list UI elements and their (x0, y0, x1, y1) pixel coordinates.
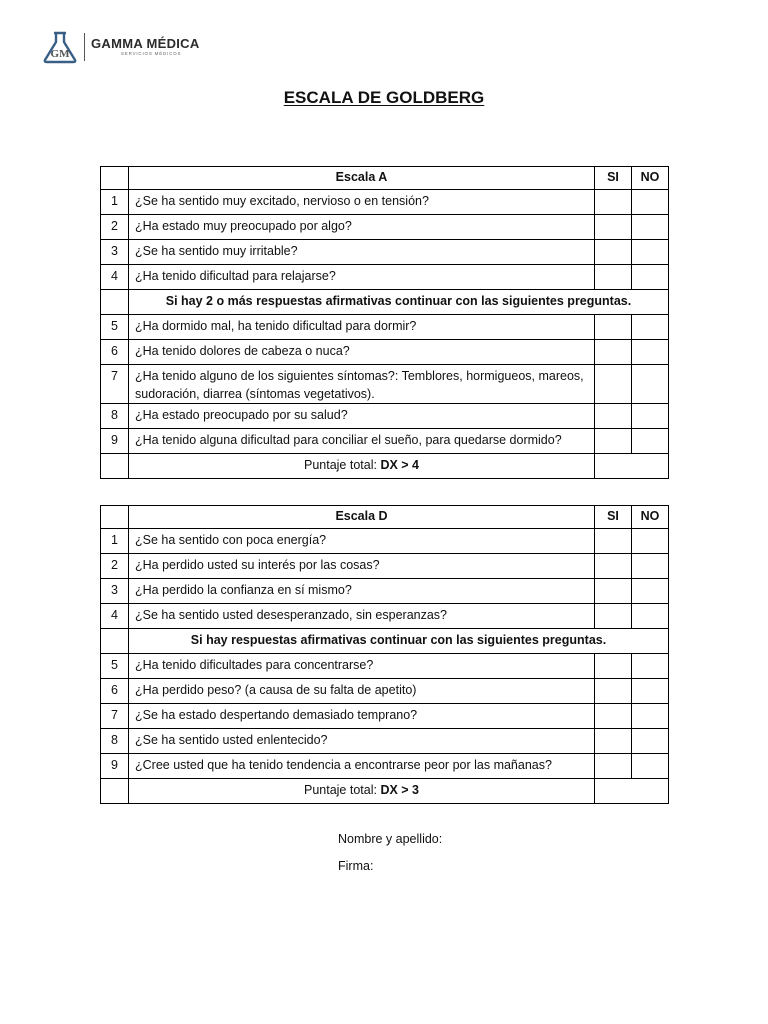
empty-number-cell (101, 290, 129, 315)
question-number: 6 (101, 679, 129, 704)
answer-no-cell[interactable] (632, 315, 669, 340)
questions-group-after (101, 654, 669, 779)
answer-no-cell[interactable] (632, 240, 669, 265)
instruction-note: Si hay respuestas afirmativas continuar con las siguientes preguntas. (129, 629, 669, 654)
empty-number-cell (101, 629, 129, 654)
answer-si-cell[interactable] (595, 404, 632, 429)
answer-no-cell[interactable] (632, 704, 669, 729)
instruction-row-group (101, 290, 669, 315)
question-text: ¿Se ha sentido usted enlentecido? (129, 729, 595, 754)
question-number: 9 (101, 429, 129, 454)
question-number: 2 (101, 215, 129, 240)
answer-si-cell[interactable] (595, 554, 632, 579)
question-number: 5 (101, 654, 129, 679)
questions-group-before (101, 529, 669, 629)
question-text: ¿Se ha estado despertando demasiado temprano? (129, 704, 595, 729)
answer-si-cell[interactable] (595, 729, 632, 754)
question-text: ¿Ha tenido dolores de cabeza o nuca? (129, 340, 595, 365)
answer-si-cell[interactable] (595, 529, 632, 554)
question-row (101, 190, 669, 215)
answer-si-cell[interactable] (595, 704, 632, 729)
questions-group-after (101, 315, 669, 454)
question-number: 7 (101, 704, 129, 729)
question-row (101, 579, 669, 604)
question-text: ¿Ha tenido dificultades para concentrarse? (129, 654, 595, 679)
total-label: Puntaje total: (303, 783, 381, 797)
answer-si-cell[interactable] (595, 315, 632, 340)
question-row (101, 315, 669, 340)
total-row (101, 779, 669, 804)
total-cell (129, 454, 595, 479)
question-text: ¿Ha perdido peso? (a causa de su falta de apetito) (129, 679, 595, 704)
scale-heading: Escala D (129, 506, 595, 529)
instruction-note: Si hay 2 o más respuestas afirmativas continuar con las siguientes preguntas. (129, 290, 669, 315)
question-number: 3 (101, 579, 129, 604)
total-row (101, 454, 669, 479)
answer-no-cell[interactable] (632, 265, 669, 290)
question-row (101, 265, 669, 290)
question-row (101, 604, 669, 629)
question-text: ¿Ha tenido alguna dificultad para conciliar el sueño, para quedarse dormido? (129, 429, 595, 454)
question-row (101, 754, 669, 779)
answer-si-cell[interactable] (595, 365, 632, 404)
brand-name: GAMMA MÉDICA (91, 36, 200, 52)
number-header-cell (101, 167, 129, 190)
question-row (101, 679, 669, 704)
total-label: Puntaje total: (303, 458, 381, 472)
answer-no-cell[interactable] (632, 190, 669, 215)
instruction-row-group (101, 629, 669, 654)
answer-si-cell[interactable] (595, 754, 632, 779)
answer-no-cell[interactable] (632, 654, 669, 679)
answer-si-cell[interactable] (595, 604, 632, 629)
no-column-header: NO (632, 506, 669, 529)
logo-text (91, 37, 200, 57)
scale-d-table (100, 505, 669, 804)
question-row (101, 240, 669, 265)
company-logo (40, 30, 200, 64)
brand-subtitle: SERVICIOS MÉDICOS (121, 51, 182, 57)
empty-number-cell (101, 779, 129, 804)
question-row (101, 704, 669, 729)
table-header-row (101, 167, 669, 190)
question-number: 2 (101, 554, 129, 579)
answer-si-cell[interactable] (595, 429, 632, 454)
answer-si-cell[interactable] (595, 654, 632, 679)
question-number: 5 (101, 315, 129, 340)
answer-no-cell[interactable] (632, 554, 669, 579)
answer-no-cell[interactable] (632, 340, 669, 365)
si-column-header: SI (595, 506, 632, 529)
question-text: ¿Se ha sentido muy excitado, nervioso o en tensión? (129, 190, 595, 215)
answer-no-cell[interactable] (632, 429, 669, 454)
empty-number-cell (101, 454, 129, 479)
question-text: ¿Cree usted que ha tenido tendencia a encontrarse peor por las mañanas? (129, 754, 595, 779)
total-value: DX > 3 (380, 783, 419, 797)
answer-si-cell[interactable] (595, 679, 632, 704)
answer-no-cell[interactable] (632, 404, 669, 429)
question-text: ¿Ha tenido dificultad para relajarse? (129, 265, 595, 290)
question-row (101, 529, 669, 554)
signature-field-label: Firma: (338, 859, 374, 873)
no-column-header: NO (632, 167, 669, 190)
question-text: ¿Ha estado muy preocupado por algo? (129, 215, 595, 240)
si-column-header: SI (595, 167, 632, 190)
question-row (101, 365, 669, 404)
question-number: 3 (101, 240, 129, 265)
question-text: ¿Se ha sentido muy irritable? (129, 240, 595, 265)
answer-si-cell[interactable] (595, 240, 632, 265)
question-number: 6 (101, 340, 129, 365)
total-value: DX > 4 (380, 458, 419, 472)
question-row (101, 404, 669, 429)
questions-group-before (101, 190, 669, 290)
question-number: 4 (101, 265, 129, 290)
question-row (101, 654, 669, 679)
question-row (101, 429, 669, 454)
question-number: 8 (101, 729, 129, 754)
answer-no-cell[interactable] (632, 529, 669, 554)
question-row (101, 215, 669, 240)
instruction-row (101, 290, 669, 315)
total-score-cell[interactable] (595, 779, 669, 804)
answer-no-cell[interactable] (632, 604, 669, 629)
logo-monogram: GM (50, 48, 70, 60)
answer-si-cell[interactable] (595, 340, 632, 365)
total-cell (129, 779, 595, 804)
answer-no-cell[interactable] (632, 754, 669, 779)
question-number: 9 (101, 754, 129, 779)
number-header-cell (101, 506, 129, 529)
answer-si-cell[interactable] (595, 190, 632, 215)
question-text: ¿Ha dormido mal, ha tenido dificultad para dormir? (129, 315, 595, 340)
question-text: ¿Ha tenido alguno de los siguientes síntomas?: Temblores, hormigueos, mareos, sudoración, diarrea (síntomas vegetativos). (129, 365, 595, 404)
instruction-row (101, 629, 669, 654)
question-row (101, 340, 669, 365)
logo-divider (84, 33, 85, 61)
question-number: 1 (101, 190, 129, 215)
flask-logo-icon (40, 30, 80, 64)
question-number: 1 (101, 529, 129, 554)
name-field-label: Nombre y apellido: (338, 832, 443, 846)
question-text: ¿Ha perdido la confianza en sí mismo? (129, 579, 595, 604)
total-score-cell[interactable] (595, 454, 669, 479)
question-number: 8 (101, 404, 129, 429)
answer-si-cell[interactable] (595, 265, 632, 290)
answer-no-cell[interactable] (632, 365, 669, 404)
question-text: ¿Se ha sentido usted desesperanzado, sin esperanzas? (129, 604, 595, 629)
total-row-group (101, 454, 669, 479)
question-number: 4 (101, 604, 129, 629)
answer-no-cell[interactable] (632, 729, 669, 754)
question-text: ¿Se ha sentido con poca energía? (129, 529, 595, 554)
answer-no-cell[interactable] (632, 579, 669, 604)
total-row-group (101, 779, 669, 804)
question-row (101, 729, 669, 754)
question-row (101, 554, 669, 579)
scale-heading: Escala A (129, 167, 595, 190)
answer-si-cell[interactable] (595, 215, 632, 240)
answer-si-cell[interactable] (595, 579, 632, 604)
document-title: ESCALA DE GOLDBERG (283, 88, 485, 107)
answer-no-cell[interactable] (632, 215, 669, 240)
table-header-row (101, 506, 669, 529)
question-number: 7 (101, 365, 129, 404)
scale-a-table (100, 166, 669, 479)
question-text: ¿Ha estado preocupado por su salud? (129, 404, 595, 429)
answer-no-cell[interactable] (632, 679, 669, 704)
question-text: ¿Ha perdido usted su interés por las cosas? (129, 554, 595, 579)
